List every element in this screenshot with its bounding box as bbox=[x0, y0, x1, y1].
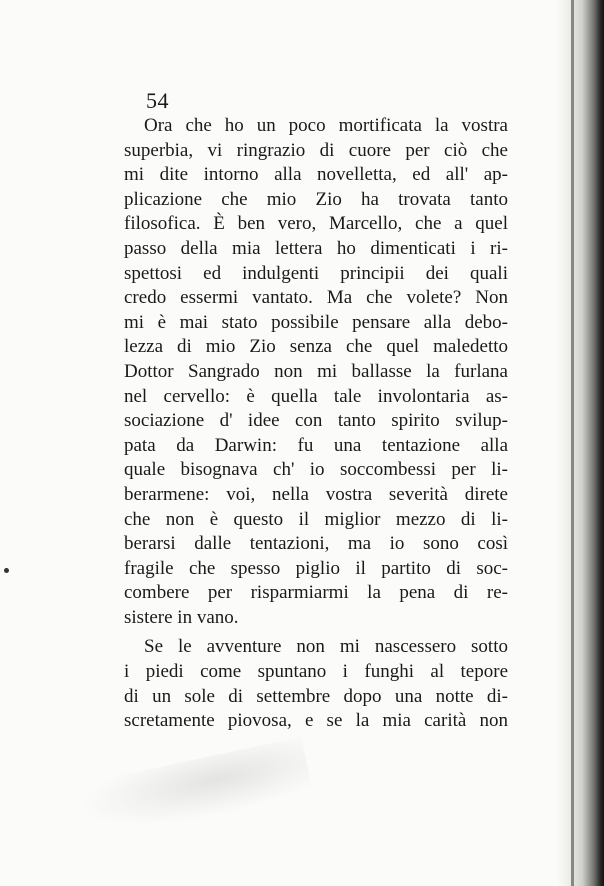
text-line: Ora che ho un poco mortificata la vostra bbox=[144, 115, 508, 136]
text-line: Se le avventure non mi nascessero sotto bbox=[144, 636, 508, 658]
text-line: berarmene: voi, nella vostra severità direte bbox=[124, 483, 508, 505]
text-line: plicazione che mio Zio ha trovata tanto bbox=[124, 188, 508, 210]
text-line: fragile che spesso piglio il partito di soc- bbox=[124, 557, 508, 579]
ink-speck bbox=[4, 568, 9, 573]
text-line: berarsi dalle tentazioni, ma io sono così bbox=[124, 533, 508, 555]
text-line: credo essermi vantato. Ma che volete? Non bbox=[124, 287, 508, 309]
page-number: 54 bbox=[146, 88, 169, 113]
page-binding-edge bbox=[556, 0, 604, 886]
page-edge-line bbox=[571, 0, 574, 886]
text-line: sistere in vano. bbox=[124, 606, 239, 628]
text-line: combere per risparmiarmi la pena di re- bbox=[124, 582, 508, 604]
text-line: mi dite intorno alla novelletta, ed all' ap- bbox=[124, 164, 508, 186]
text-line: Dottor Sangrado non mi ballasse la furlana bbox=[124, 360, 508, 382]
text-line: scretamente piovosa, e se la mia carità non bbox=[124, 710, 508, 732]
text-line: spettosi ed indulgenti principii dei quali bbox=[124, 262, 508, 284]
text-line: nel cervello: è quella tale involontaria as- bbox=[124, 385, 508, 407]
text-line: pata da Darwin: fu una tentazione alla bbox=[124, 434, 508, 456]
text-line: che non è questo il miglior mezzo di li- bbox=[124, 508, 508, 530]
text-line: i piedi come spuntano i funghi al tepore bbox=[124, 661, 508, 683]
body-text bbox=[124, 114, 508, 734]
text-line: superbia, vi ringrazio di cuore per ciò che bbox=[124, 139, 508, 161]
text-line: sociazione d' idee con tanto spirito svilup- bbox=[124, 410, 508, 432]
text-line: quale bisognava ch' io soccombessi per li- bbox=[124, 459, 508, 481]
text-line: lezza di mio Zio senza che quel maledetto bbox=[124, 336, 508, 358]
page-smudge bbox=[76, 737, 313, 844]
text-line: passo della mia lettera ho dimenticati i ri- bbox=[124, 237, 508, 259]
text-line: mi è mai stato possibile pensare alla debo- bbox=[124, 311, 508, 333]
text-line: filosofica. È ben vero, Marcello, che a quel bbox=[124, 213, 508, 235]
text-line: di un sole di settembre dopo una notte di- bbox=[124, 685, 508, 707]
